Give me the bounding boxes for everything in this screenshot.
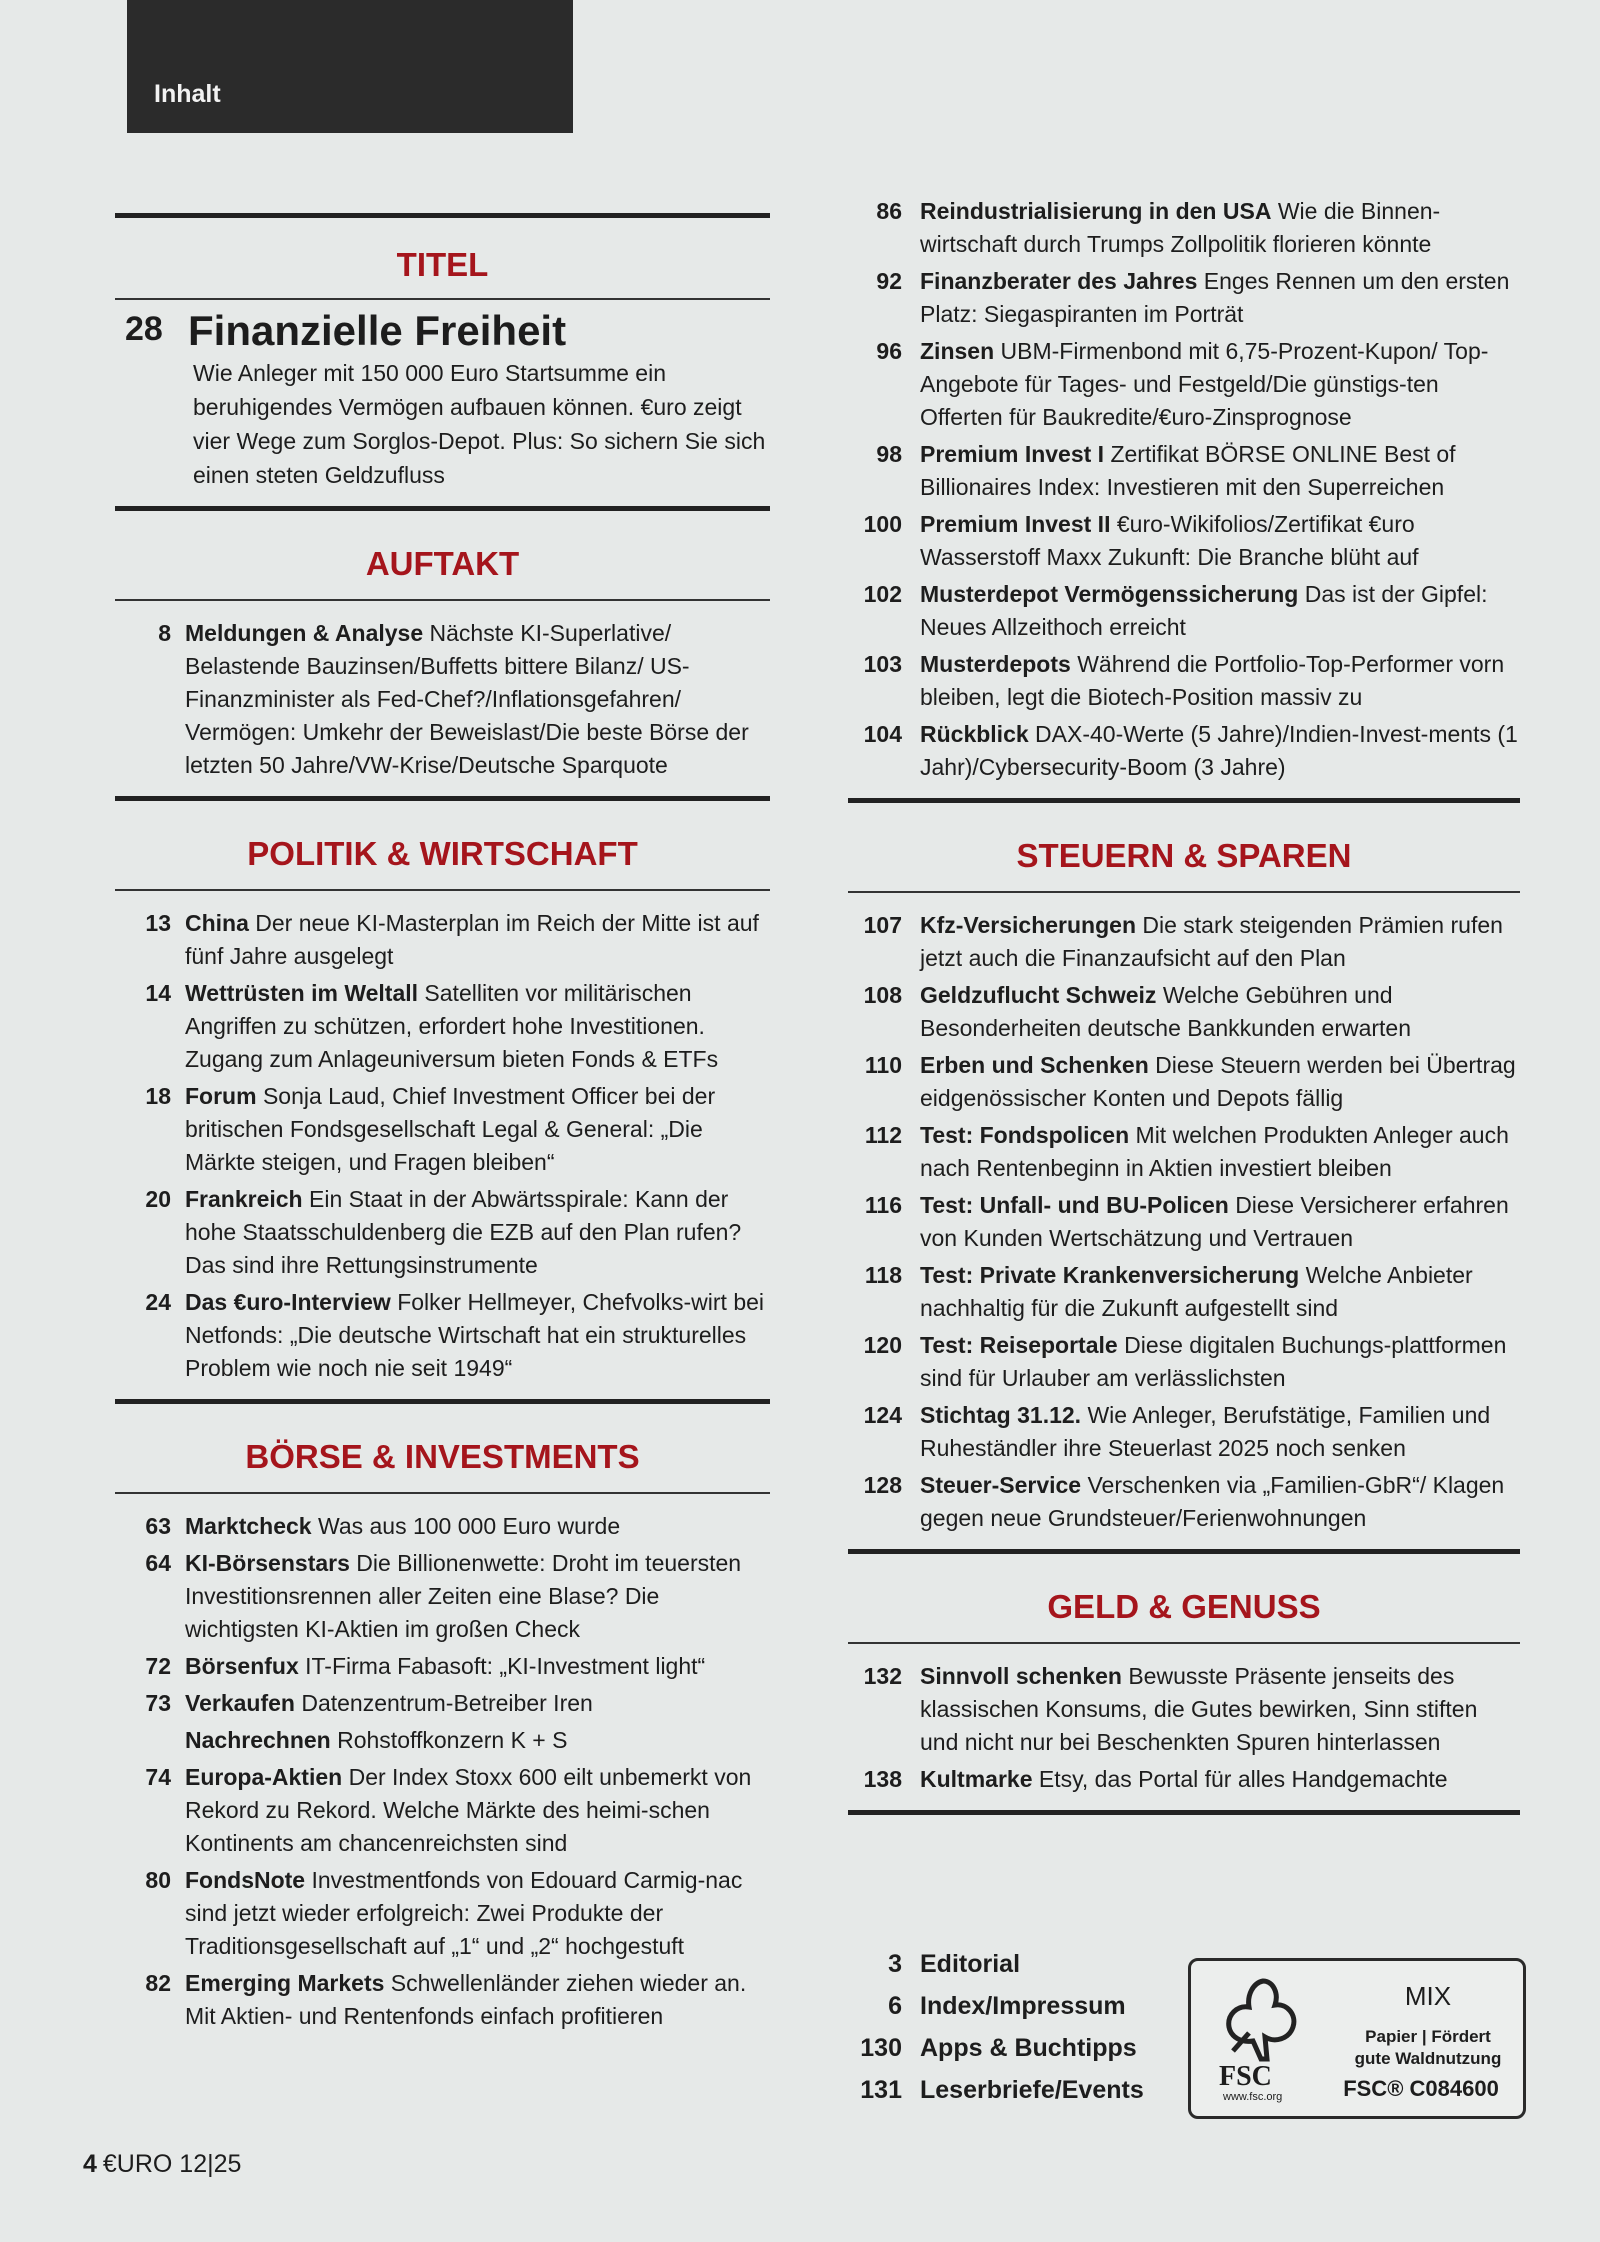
entry-text: Diese digitalen Buchungs-plattformen sind für Urlauber am verlässlichsten <box>920 1332 1507 1391</box>
right-sections <box>848 798 1520 1796</box>
entry-page: 104 <box>863 721 902 747</box>
entry-page: 3 <box>888 1950 902 1978</box>
entry-text: Folker Hellmeyer, Chefvolks-wirt bei Netfonds: „Die deutsche Wirtschaft hat ein strukturelles Problem wie noch nie seit 1949“ <box>185 1289 765 1381</box>
entry-title: Kfz-Versicherungen <box>920 912 1136 938</box>
divider <box>115 298 770 300</box>
entry-title: Test: Unfall- und BU-Policen <box>920 1192 1229 1218</box>
entry-text: Der Index Stoxx 600 eilt unbemerkt von Rekord zu Rekord. Welche Märkte des heimi-schen Kontinents am chancenreichsten sind <box>185 1764 752 1856</box>
entry-title: Verkaufen <box>185 1690 295 1716</box>
divider <box>848 891 1520 893</box>
entry-text: Nächste KI-Superlative/ Belastende Bauzinsen/Buffetts bittere Bilanz/ US-Finanzminister als Fed-Chef?/Inflationsgefahren/ Vermögen: Umkehr der Beweislast/Die beste Börse der letzten 50 Jahre/VW-Krise/Deutsche Sparquote <box>185 620 749 778</box>
entry-text: Welche Gebühren und Besonderheiten deutsche Bankkunden erwarten <box>920 982 1412 1041</box>
divider <box>115 599 770 601</box>
entry-page: 96 <box>876 338 902 364</box>
entry-title: Nachrechnen <box>185 1727 331 1753</box>
entry-text: Sonja Laud, Chief Investment Officer bei der britischen Fondsgesellschaft Legal & General: „Die Märkte steigen, und Fragen bleiben“ <box>185 1083 716 1175</box>
toc-entry <box>115 1183 770 1282</box>
entry-page: 8 <box>158 620 171 646</box>
toc-entry <box>848 265 1520 331</box>
entry-text: Wie Anleger, Berufstätige, Familien und Ruheständler ihre Steuerlast 2025 noch senken <box>920 1402 1491 1461</box>
entry-title: Erben und Schenken <box>920 1052 1149 1078</box>
tab-label: Inhalt <box>154 80 221 108</box>
entry-title: Leserbriefe/Events <box>920 2076 1144 2104</box>
entry-title: Rückblick <box>920 721 1029 747</box>
entry-text: Der neue KI-Masterplan im Reich der Mitte ist auf fünf Jahre ausgelegt <box>185 910 759 969</box>
entry-text: Etsy, das Portal für alles Handgemachte <box>1038 1766 1448 1792</box>
fsc-line1: Papier | Fördert <box>1365 2027 1491 2046</box>
entry-title: Index/Impressum <box>920 1992 1126 2020</box>
entry-page: 138 <box>863 1766 902 1792</box>
entry-title: Sinnvoll schenken <box>920 1663 1122 1689</box>
fsc-code: FSC® C084600 <box>1343 2076 1499 2101</box>
entry-title: Test: Reiseportale <box>920 1332 1118 1358</box>
entry-title: FondsNote <box>185 1867 306 1893</box>
entry-title: Meldungen & Analyse <box>185 620 424 646</box>
entry-page: 64 <box>145 1550 171 1576</box>
entry-text: Die stark steigenden Prämien rufen jetzt auch die Finanzaufsicht auf den Plan <box>920 912 1503 971</box>
entry-title: Forum <box>185 1083 257 1109</box>
entry-title: Das €uro-Interview <box>185 1289 391 1315</box>
entry-page: 107 <box>863 912 902 938</box>
entry-page: 92 <box>876 268 902 294</box>
entry-page: 131 <box>860 2076 902 2104</box>
entry-page: 112 <box>864 1122 902 1148</box>
toc-section <box>848 798 1520 1535</box>
entry-text: IT-Firma Fabasoft: „KI-Investment light“ <box>305 1653 706 1679</box>
entry-page: 110 <box>864 1052 902 1078</box>
entry-title: Geldzuflucht Schweiz <box>920 982 1157 1008</box>
entry-text: Investmentfonds von Edouard Carmig-nac sind jetzt wieder erfolgreich: Zwei Produkte der Traditionsgesellschaft auf „1“ und „2“ hochgestuft <box>185 1867 743 1959</box>
entry-title: Reindustrialisierung in den USA <box>920 198 1272 224</box>
entry-text: €uro-Wikifolios/Zertifikat €uro Wasserstoff Maxx Zukunft: Die Branche blüht auf <box>920 511 1419 570</box>
left-column <box>115 213 770 2037</box>
fsc-line2: gute Waldnutzung <box>1354 2049 1502 2068</box>
entry-title: Steuer-Service <box>920 1472 1082 1498</box>
fsc-logo-url: www.fsc.org <box>1223 2091 1283 2103</box>
toc-entry <box>115 1687 770 1720</box>
cover-story-desc: Wie Anleger mit 150 000 Euro Startsumme ein beruhigendes Vermögen aufbauen können. €uro zeigt vier Wege zum Sorglos-Depot. Plus: So sichern Sie sich einen steten Geldzufluss <box>193 360 766 488</box>
toc-entry <box>848 1189 1520 1255</box>
entry-text: Während die Portfolio-Top-Performer vorn bleiben, legt die Biotech-Position massiv zu <box>920 651 1505 710</box>
toc-entry <box>115 1864 770 1963</box>
toc-entry <box>115 1510 770 1543</box>
toc-entry <box>115 907 770 973</box>
entry-page: 98 <box>876 441 902 467</box>
entry-title: Apps & Buchtipps <box>920 2034 1137 2062</box>
entry-page: 72 <box>145 1653 171 1679</box>
entry-title: Europa-Aktien <box>185 1764 343 1790</box>
entry-page: 116 <box>864 1192 902 1218</box>
entry-title: Kultmarke <box>920 1766 1033 1792</box>
misc-list <box>848 1943 1178 2111</box>
entry-text: Schwellenländer ziehen wieder an. Mit Aktien- und Rentenfonds einfach profitieren <box>185 1970 747 2029</box>
entry-text: UBM-Firmenbond mit 6,75-Prozent-Kupon/ Top-Angebote für Tages- und Festgeld/Die günstigs-ten Offerten für Baukredite/€uro-Zinsprognose <box>920 338 1489 430</box>
right-column <box>848 195 1520 1815</box>
toc-entry <box>115 1547 770 1646</box>
entry-title: Test: Private Krankenversicherung <box>920 1262 1300 1288</box>
entry-text: Bewusste Präsente jenseits des klassischen Konsums, die Gutes bewirken, Sinn stiften und nicht nur bei Beschenkten Spuren hinterlassen <box>920 1663 1478 1755</box>
misc-entry <box>848 1985 1178 2027</box>
toc-section <box>848 1549 1520 1796</box>
entry-page: 74 <box>145 1764 171 1790</box>
entry-title: Wettrüsten im Weltall <box>185 980 419 1006</box>
section-heading: POLITIK & WIRTSCHAFT <box>247 835 638 872</box>
entry-page: 132 <box>863 1663 902 1689</box>
toc-entry <box>848 195 1520 261</box>
entry-page: 20 <box>145 1186 171 1212</box>
entry-page: 80 <box>145 1867 171 1893</box>
issue-label: €URO 12|25 <box>102 2150 242 2178</box>
entry-page: 24 <box>145 1289 171 1315</box>
left-sections <box>115 506 770 2033</box>
entry-text: Ein Staat in der Abwärtsspirale: Kann der hohe Staatsschuldenberg die EZB auf den Plan rufen? Das sind ihre Rettungsinstrumente <box>185 1186 742 1278</box>
entry-title: Premium Invest II <box>920 511 1111 537</box>
toc-entry <box>848 909 1520 975</box>
entry-text: Enges Rennen um den ersten Platz: Siegaspiranten im Porträt <box>920 268 1510 327</box>
toc-entry <box>848 718 1520 784</box>
divider <box>115 1492 770 1494</box>
section-tab <box>127 0 573 133</box>
right-top-entries <box>848 195 1520 784</box>
entry-title: Musterdepots <box>920 651 1071 677</box>
entry-page: 118 <box>864 1262 902 1288</box>
toc-entry <box>848 1259 1520 1325</box>
divider <box>848 1810 1520 1815</box>
entry-page: 108 <box>863 982 902 1008</box>
entry-text: Verschenken via „Familien-GbR“/ Klagen gegen neue Grundsteuer/Ferienwohnungen <box>920 1472 1505 1531</box>
entry-title: Premium Invest I <box>920 441 1105 467</box>
toc-entry <box>848 578 1520 644</box>
entry-text: Mit welchen Produkten Anleger auch nach Rentenbeginn in Aktien investiert bleiben <box>920 1122 1509 1181</box>
toc-entry <box>848 335 1520 434</box>
toc-entry <box>115 977 770 1076</box>
entry-page: 73 <box>145 1690 171 1716</box>
entry-title: Marktcheck <box>185 1513 312 1539</box>
entry-page: 100 <box>863 511 902 537</box>
entry-page: 103 <box>863 651 902 677</box>
toc-entry <box>848 1119 1520 1185</box>
entry-text: Diese Versicherer erfahren von Kunden Wertschätzung und Vertrauen <box>920 1192 1509 1251</box>
cover-story-title: Finanzielle Freiheit <box>188 307 567 354</box>
toc-entry <box>115 1724 770 1757</box>
fsc-text <box>1343 2026 1513 2070</box>
toc-entry <box>848 1469 1520 1535</box>
entry-page: 128 <box>863 1472 902 1498</box>
toc-entry <box>115 1761 770 1860</box>
toc-section <box>115 796 770 1385</box>
section-heading: GELD & GENUSS <box>1047 1588 1321 1625</box>
entry-text: Die Billionenwette: Droht im teuersten Investitionsrennen aller Zeiten eine Blase? Die wichtigsten KI-Aktien im großen Check <box>185 1550 742 1642</box>
entry-page: 130 <box>860 2034 902 2062</box>
toc-entry <box>848 1660 1520 1759</box>
toc-entry <box>848 1763 1520 1796</box>
entry-text: Das ist der Gipfel: Neues Allzeithoch erreicht <box>920 581 1488 640</box>
entry-page: 14 <box>145 980 171 1006</box>
entry-title: Finanzberater des Jahres <box>920 268 1198 294</box>
entry-title: Börsenfux <box>185 1653 299 1679</box>
toc-entry <box>115 1286 770 1385</box>
fsc-mix: MIX <box>1404 1981 1452 2011</box>
fsc-tree-icon <box>1213 1973 1313 2063</box>
toc-entry <box>848 1399 1520 1465</box>
entry-page: 86 <box>876 198 902 224</box>
divider <box>115 889 770 891</box>
cover-story <box>115 306 770 492</box>
toc-entry <box>115 1650 770 1683</box>
section-heading: STEUERN & SPAREN <box>1016 837 1352 874</box>
toc-entry <box>848 1329 1520 1395</box>
entry-title: Zinsen <box>920 338 995 364</box>
entry-page: 6 <box>888 1992 902 2020</box>
toc-entry <box>115 1967 770 2033</box>
toc-entry <box>115 617 770 782</box>
entry-text: Datenzentrum-Betreiber Iren <box>301 1690 593 1716</box>
entry-page: 18 <box>145 1083 171 1109</box>
entry-text: Welche Anbieter nachhaltig für die Zukunft aufgestellt sind <box>920 1262 1473 1321</box>
entry-title: Musterdepot Vermögenssicherung <box>920 581 1299 607</box>
cover-story-page: 28 <box>125 310 163 348</box>
toc-entry <box>848 438 1520 504</box>
divider <box>848 1642 1520 1644</box>
misc-entry <box>848 2069 1178 2111</box>
entry-text: Rohstoffkonzern K + S <box>337 1727 568 1753</box>
entry-text: Wie die Binnen-wirtschaft durch Trumps Zollpolitik florieren könnte <box>920 198 1441 257</box>
toc-entry <box>115 1080 770 1179</box>
page-footer <box>83 2150 241 2179</box>
entry-title: Emerging Markets <box>185 1970 385 1996</box>
toc-entry <box>848 508 1520 574</box>
entry-title: China <box>185 910 249 936</box>
toc-section <box>115 1399 770 2033</box>
entry-page: 102 <box>863 581 902 607</box>
entry-title: KI-Börsenstars <box>185 1550 350 1576</box>
entry-text: Zertifikat BÖRSE ONLINE Best of Billionaires Index: Investieren mit den Superreichen <box>920 441 1456 500</box>
fsc-logo-text: FSC <box>1219 2061 1272 2092</box>
section-heading: BÖRSE & INVESTMENTS <box>245 1438 640 1475</box>
entry-title: Test: Fondspolicen <box>920 1122 1130 1148</box>
entry-page: 13 <box>145 910 171 936</box>
page-number: 4 <box>83 2150 97 2178</box>
section-heading-titel: TITEL <box>396 246 489 283</box>
entry-text: Diese Steuern werden bei Übertrag eidgenössischer Konten und Depots fällig <box>920 1052 1516 1111</box>
entry-text: DAX-40-Werte (5 Jahre)/Indien-Invest-ments (1 Jahr)/Cybersecurity-Boom (3 Jahre) <box>920 721 1518 780</box>
entry-text: Satelliten vor militärischen Angriffen zu schützen, erfordert hohe Investitionen. Zugang zum Anlageuniversum bieten Fonds & ETFs <box>185 980 719 1072</box>
entry-page: 63 <box>145 1513 171 1539</box>
entry-title: Editorial <box>920 1950 1021 1978</box>
misc-entry <box>848 1943 1178 1985</box>
toc-entry <box>848 979 1520 1045</box>
section-heading: AUFTAKT <box>365 545 520 582</box>
fsc-badge <box>1188 1958 1526 2119</box>
entry-page: 82 <box>145 1970 171 1996</box>
entry-title: Stichtag 31.12. <box>920 1402 1082 1428</box>
entry-page: 124 <box>863 1402 902 1428</box>
misc-entry <box>848 2027 1178 2069</box>
entry-title: Frankreich <box>185 1186 303 1212</box>
toc-entry <box>848 648 1520 714</box>
entry-text: Was aus 100 000 Euro wurde <box>317 1513 621 1539</box>
toc-section <box>115 506 770 782</box>
toc-entry <box>848 1049 1520 1115</box>
entry-page: 120 <box>863 1332 902 1358</box>
